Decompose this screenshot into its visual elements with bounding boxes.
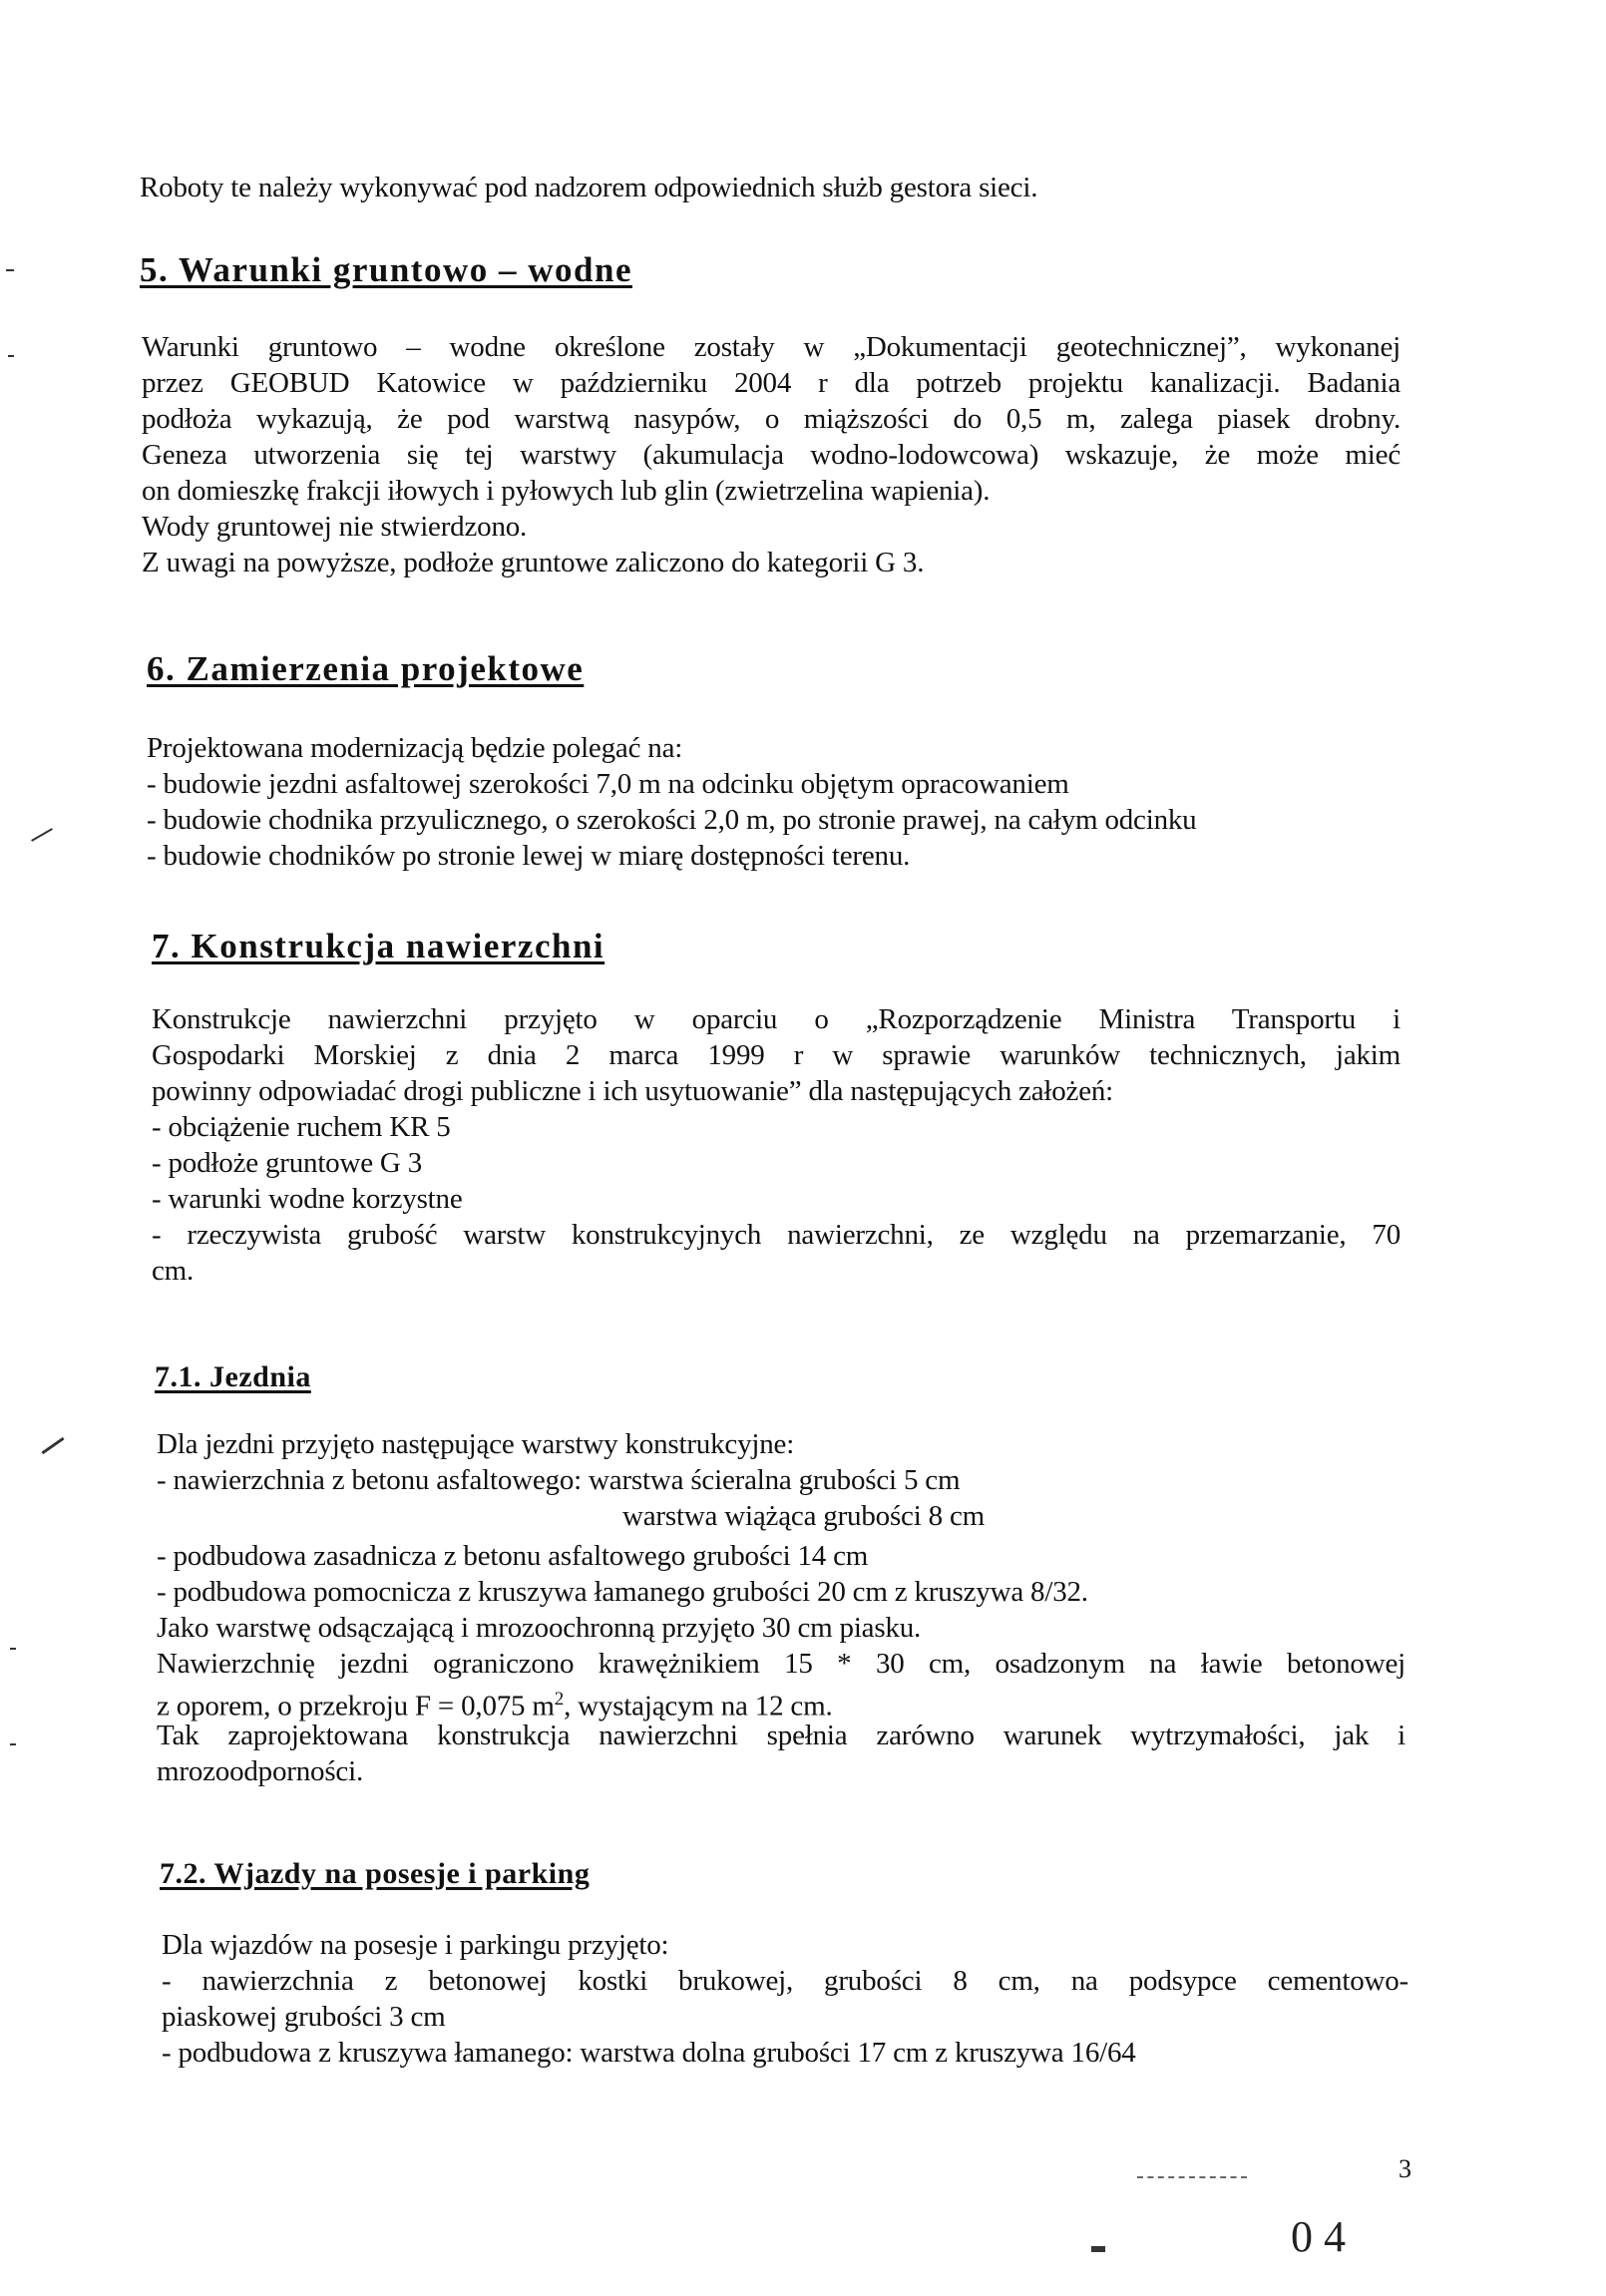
sec72-line-1: Dla wjazdów na posesje i parkingu przyjęto: — [162, 1929, 669, 1961]
section-7-heading: 7. Konstrukcja nawierzchni — [152, 927, 605, 965]
sec72-line-4: - podbudowa z kruszywa łamanego: warstwa dolna grubości 17 cm z kruszywa 16/64 — [162, 2037, 1136, 2069]
margin-mark — [41, 1437, 64, 1454]
sec71-line-10: mrozoodporności. — [157, 1755, 364, 1787]
sec5-line-7: Z uwagi na powyższe, podłoże gruntowe zaliczono do kategorii G 3. — [142, 547, 925, 578]
margin-mark — [8, 355, 14, 357]
stamp-number: 0 4 — [1291, 2212, 1346, 2261]
sec7-line-7: - rzeczywista grubość warstw konstrukcyjnych nawierzchni, ze względu na przemarzanie, 70 — [152, 1219, 1401, 1251]
sec71-line-9: Tak zaprojektowana konstrukcja nawierzchni spełnia zarówno warunek wytrzymałości, jak i — [157, 1720, 1405, 1751]
sec71-line-4: - podbudowa zasadnicza z betonu asfaltowego grubości 14 cm — [157, 1540, 869, 1572]
sec6-line-4: - budowie chodników po stronie lewej w miarę dostępności terenu. — [147, 840, 911, 872]
sec6-line-3: - budowie chodnika przyulicznego, o szerokości 2,0 m, po stronie prawej, na całym odcinku — [147, 804, 1197, 836]
sec71-line-5: - podbudowa pomocnicza z kruszywa łamanego grubości 20 cm z kruszywa 8/32. — [157, 1576, 1088, 1608]
margin-mark — [10, 1743, 16, 1745]
margin-mark — [10, 1648, 16, 1650]
sec5-line-4: Geneza utworzenia się tej warstwy (akumulacja wodno-lodowcowa) wskazuje, że może mieć — [142, 439, 1401, 471]
sec7-line-1: Konstrukcje nawierzchni przyjęto w oparciu o „Rozporządzenie Ministra Transportu i — [152, 1003, 1401, 1035]
sec7-line-6: - warunki wodne korzystne — [152, 1183, 463, 1215]
sec5-line-1: Warunki gruntowo – wodne określone zostały w „Dokumentacji geotechnicznej”, wykonanej — [142, 331, 1401, 363]
sec6-line-2: - budowie jezdni asfaltowej szerokości 7,0 m na odcinku objętym opracowaniem — [147, 768, 1069, 800]
sec6-line-1: Projektowana modernizacją będzie polegać na: — [147, 732, 683, 764]
sec72-line-3: piaskowej grubości 3 cm — [162, 2001, 446, 2033]
section-7-1-heading: 7.1. Jezdnia — [155, 1360, 311, 1393]
scan-mark — [1091, 2246, 1105, 2252]
page-number: 3 — [1399, 2154, 1411, 2183]
margin-mark — [6, 269, 14, 271]
sec71-line-7: Nawierzchnię jezdni ograniczono krawężnikiem 15 * 30 cm, osadzonym na ławie betonowej — [157, 1648, 1405, 1680]
sec7-line-2: Gospodarki Morskiej z dnia 2 marca 1999 r w sprawie warunków technicznych, jakim — [152, 1039, 1401, 1071]
sec71-line-2: - nawierzchnia z betonu asfaltowego: warstwa ścieralna grubości 5 cm — [157, 1464, 961, 1496]
sec72-line-2: - nawierzchnia z betonowej kostki brukowej, grubości 8 cm, na podsypce cementowo- — [162, 1965, 1408, 1997]
superscript: 2 — [554, 1689, 565, 1710]
area-formula: z oporem, o przekroju F = 0,075 m — [157, 1690, 555, 1722]
sec71-line-3: warstwa wiążąca grubości 8 cm — [622, 1500, 985, 1532]
section-6-heading: 6. Zamierzenia projektowe — [147, 649, 585, 688]
area-formula-tail: , wystającym na 12 cm. — [564, 1690, 833, 1722]
sec5-line-3: podłoża wykazują, że pod warstwą nasypów, o miąższości do 0,5 m, zalega piasek drobny. — [142, 403, 1401, 435]
footer-dashes — [1137, 2176, 1247, 2178]
sec5-line-2: przez GEOBUD Katowice w październiku 2004 r dla potrzeb projektu kanalizacji. Badania — [142, 367, 1401, 399]
section-7-2-heading: 7.2. Wjazdy na posesje i parking — [160, 1857, 591, 1890]
sec5-line-6: Wody gruntowej nie stwierdzono. — [142, 511, 528, 543]
sec71-line-1: Dla jezdni przyjęto następujące warstwy konstrukcyjne: — [157, 1428, 795, 1460]
sec7-line-5: - podłoże gruntowe G 3 — [152, 1147, 423, 1179]
sec5-line-5: on domieszkę frakcji iłowych i pyłowych lub glin (zwietrzelina wapienia). — [142, 475, 991, 507]
sec71-line-6: Jako warstwę odsączającą i mrozoochronną przyjęto 30 cm piasku. — [157, 1612, 922, 1644]
section-5-heading: 5. Warunki gruntowo – wodne — [140, 250, 632, 289]
sec7-line-3: powinny odpowiadać drogi publiczne i ich usytuowanie” dla następujących założeń: — [152, 1075, 1114, 1107]
margin-mark — [31, 828, 53, 842]
intro-text: Roboty te należy wykonywać pod nadzorem odpowiednich służb gestora sieci. — [140, 172, 1038, 203]
sec7-line-8: cm. — [152, 1255, 195, 1287]
sec7-line-4: - obciążenie ruchem KR 5 — [152, 1111, 451, 1143]
